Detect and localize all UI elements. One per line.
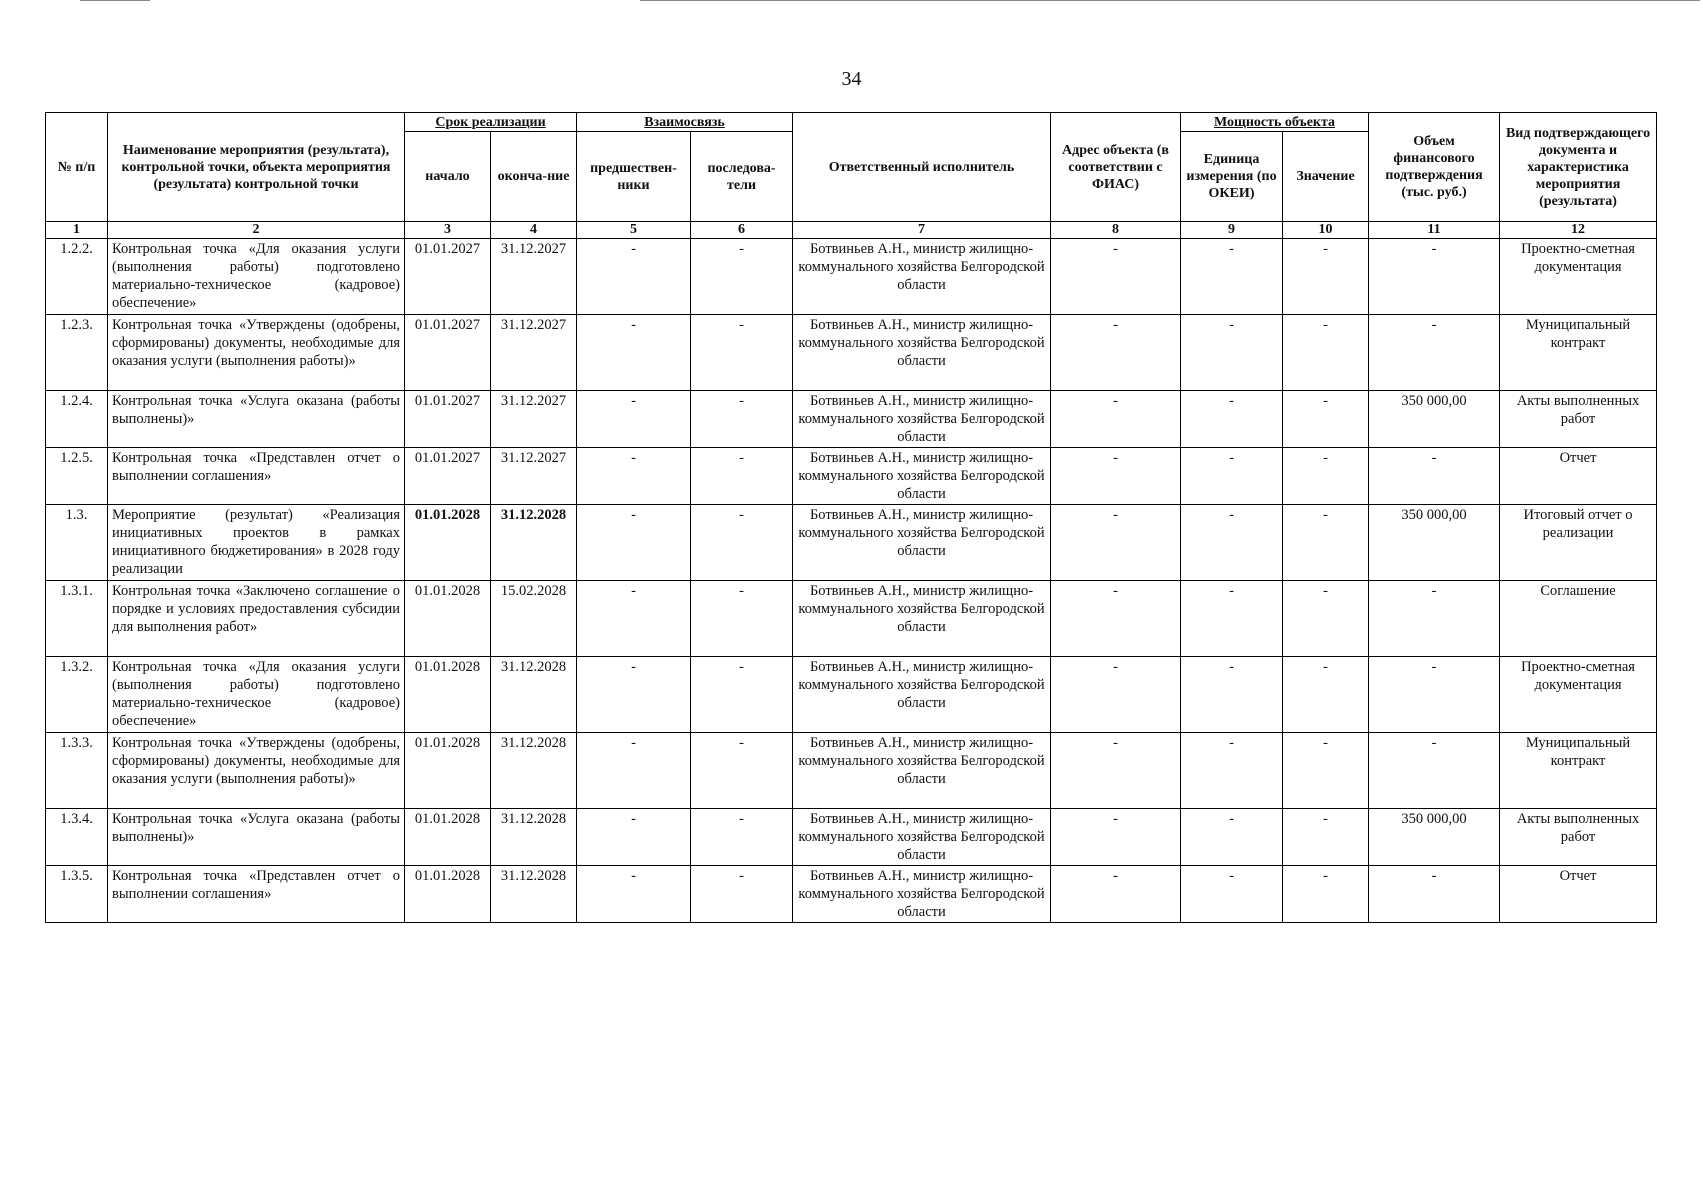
row-predecessors: -: [577, 239, 691, 315]
row-name: Контрольная точка «Представлен отчет о выполнении соглашения»: [108, 448, 405, 505]
row-volume: 350 000,00: [1369, 505, 1500, 581]
row-unit: -: [1181, 505, 1283, 581]
header-start: начало: [405, 132, 491, 222]
row-start: 01.01.2027: [405, 315, 491, 391]
row-unit: -: [1181, 733, 1283, 809]
row-end: 31.12.2028: [491, 733, 577, 809]
row-document: Муниципальный контракт: [1500, 315, 1657, 391]
header-link-group: Взаимосвязь: [577, 113, 793, 132]
row-volume: -: [1369, 581, 1500, 657]
header-value: Значение: [1283, 132, 1369, 222]
row-executor: Ботвиньев А.Н., министр жилищно-коммунального хозяйства Белгородской области: [793, 866, 1051, 923]
row-value: -: [1283, 239, 1369, 315]
row-executor: Ботвиньев А.Н., министр жилищно-коммунального хозяйства Белгородской области: [793, 239, 1051, 315]
row-executor: Ботвиньев А.Н., министр жилищно-коммунального хозяйства Белгородской области: [793, 581, 1051, 657]
row-successors: -: [691, 809, 793, 866]
row-name: Контрольная точка «Заключено соглашение о порядке и условиях предоставления субсидии для выполнения работ»: [108, 581, 405, 657]
row-value: -: [1283, 581, 1369, 657]
row-predecessors: -: [577, 315, 691, 391]
row-successors: -: [691, 866, 793, 923]
row-successors: -: [691, 239, 793, 315]
row-unit: -: [1181, 866, 1283, 923]
row-unit: -: [1181, 657, 1283, 733]
col-number: 5: [577, 222, 691, 239]
row-number: 1.2.4.: [46, 391, 108, 448]
row-address: -: [1051, 239, 1181, 315]
row-value: -: [1283, 733, 1369, 809]
scan-artifact-line: [640, 0, 1700, 1]
row-name: Контрольная точка «Услуга оказана (работы выполнены)»: [108, 391, 405, 448]
activities-table: [45, 112, 1657, 923]
col-number: 7: [793, 222, 1051, 239]
row-unit: -: [1181, 239, 1283, 315]
row-value: -: [1283, 866, 1369, 923]
row-name: Контрольная точка «Услуга оказана (работы выполнены)»: [108, 809, 405, 866]
row-unit: -: [1181, 448, 1283, 505]
row-number: 1.3.: [46, 505, 108, 581]
header-capacity-group: Мощность объекта: [1181, 113, 1369, 132]
table-row: [46, 866, 1657, 923]
row-document: Акты выполненных работ: [1500, 391, 1657, 448]
row-name: Контрольная точка «Для оказания услуги (выполнения работы) подготовлено материально-техническое (кадровое) обеспечение»: [108, 657, 405, 733]
row-address: -: [1051, 315, 1181, 391]
row-executor: Ботвиньев А.Н., министр жилищно-коммунального хозяйства Белгородской области: [793, 315, 1051, 391]
row-value: -: [1283, 448, 1369, 505]
row-end: 31.12.2027: [491, 391, 577, 448]
row-number: 1.3.1.: [46, 581, 108, 657]
table-row: [46, 448, 1657, 505]
header-successors: последова-тели: [691, 132, 793, 222]
row-value: -: [1283, 657, 1369, 733]
row-document: Муниципальный контракт: [1500, 733, 1657, 809]
row-executor: Ботвиньев А.Н., министр жилищно-коммунального хозяйства Белгородской области: [793, 657, 1051, 733]
table-row: [46, 581, 1657, 657]
row-name: Контрольная точка «Утверждены (одобрены, сформированы) документы, необходимые для оказания услуги (выполнения работы)»: [108, 315, 405, 391]
row-successors: -: [691, 505, 793, 581]
row-end: 15.02.2028: [491, 581, 577, 657]
row-end: 31.12.2027: [491, 315, 577, 391]
page-number: 34: [841, 68, 862, 90]
row-predecessors: -: [577, 809, 691, 866]
row-start: 01.01.2027: [405, 239, 491, 315]
row-start: 01.01.2028: [405, 866, 491, 923]
row-volume: 350 000,00: [1369, 391, 1500, 448]
row-predecessors: -: [577, 657, 691, 733]
column-number-row: [46, 222, 1657, 239]
header-term-group: Срок реализации: [405, 113, 577, 132]
row-successors: -: [691, 448, 793, 505]
row-address: -: [1051, 391, 1181, 448]
row-predecessors: -: [577, 581, 691, 657]
row-start: 01.01.2027: [405, 448, 491, 505]
table-header: [46, 113, 1657, 239]
row-start: 01.01.2028: [405, 581, 491, 657]
row-predecessors: -: [577, 505, 691, 581]
col-number: 12: [1500, 222, 1657, 239]
row-end: 31.12.2028: [491, 866, 577, 923]
table-row: [46, 733, 1657, 809]
row-start: 01.01.2028: [405, 657, 491, 733]
row-name: Контрольная точка «Представлен отчет о выполнении соглашения»: [108, 866, 405, 923]
row-document: Отчет: [1500, 866, 1657, 923]
col-number: 3: [405, 222, 491, 239]
row-executor: Ботвиньев А.Н., министр жилищно-коммунального хозяйства Белгородской области: [793, 809, 1051, 866]
row-successors: -: [691, 733, 793, 809]
row-start: 01.01.2028: [405, 505, 491, 581]
row-document: Отчет: [1500, 448, 1657, 505]
scan-artifact-line: [80, 0, 150, 1]
row-unit: -: [1181, 391, 1283, 448]
row-value: -: [1283, 809, 1369, 866]
row-address: -: [1051, 733, 1181, 809]
table-body: [46, 239, 1657, 923]
header-volume: Объем финансового подтверждения (тыс. руб.): [1369, 113, 1500, 222]
row-start: 01.01.2027: [405, 391, 491, 448]
table-row: [46, 239, 1657, 315]
row-end: 31.12.2028: [491, 505, 577, 581]
col-number: 4: [491, 222, 577, 239]
table-row: [46, 505, 1657, 581]
table-row: [46, 657, 1657, 733]
row-start: 01.01.2028: [405, 733, 491, 809]
header-document: Вид подтверждающего документа и характеристика мероприятия (результата): [1500, 113, 1657, 222]
row-number: 1.3.4.: [46, 809, 108, 866]
header-name: Наименование мероприятия (результата), контрольной точки, объекта мероприятия (результата) контрольной точки: [108, 113, 405, 222]
row-value: -: [1283, 315, 1369, 391]
row-number: 1.3.2.: [46, 657, 108, 733]
row-volume: -: [1369, 239, 1500, 315]
row-number: 1.3.3.: [46, 733, 108, 809]
table-row: [46, 391, 1657, 448]
header-unit: Единица измерения (по ОКЕИ): [1181, 132, 1283, 222]
row-address: -: [1051, 866, 1181, 923]
col-number: 9: [1181, 222, 1283, 239]
row-document: Итоговый отчет о реализации: [1500, 505, 1657, 581]
row-document: Проектно-сметная документация: [1500, 657, 1657, 733]
table-row: [46, 809, 1657, 866]
row-volume: -: [1369, 657, 1500, 733]
row-number: 1.2.3.: [46, 315, 108, 391]
row-executor: Ботвиньев А.Н., министр жилищно-коммунального хозяйства Белгородской области: [793, 505, 1051, 581]
row-number: 1.3.5.: [46, 866, 108, 923]
row-address: -: [1051, 505, 1181, 581]
row-volume: -: [1369, 733, 1500, 809]
row-address: -: [1051, 657, 1181, 733]
row-name: Контрольная точка «Для оказания услуги (выполнения работы) подготовлено материально-техническое (кадровое) обеспечение»: [108, 239, 405, 315]
row-predecessors: -: [577, 448, 691, 505]
row-document: Акты выполненных работ: [1500, 809, 1657, 866]
header-address: Адрес объекта (в соответствии с ФИАС): [1051, 113, 1181, 222]
row-predecessors: -: [577, 866, 691, 923]
row-executor: Ботвиньев А.Н., министр жилищно-коммунального хозяйства Белгородской области: [793, 391, 1051, 448]
table-row: [46, 315, 1657, 391]
row-predecessors: -: [577, 391, 691, 448]
row-unit: -: [1181, 315, 1283, 391]
row-name: Мероприятие (результат) «Реализация инициативных проектов в рамках инициативного бюджетирования» в 2028 году реализации: [108, 505, 405, 581]
col-number: 10: [1283, 222, 1369, 239]
row-executor: Ботвиньев А.Н., министр жилищно-коммунального хозяйства Белгородской области: [793, 733, 1051, 809]
header-end: оконча-ние: [491, 132, 577, 222]
col-number: 11: [1369, 222, 1500, 239]
row-predecessors: -: [577, 733, 691, 809]
row-successors: -: [691, 391, 793, 448]
header-no: № п/п: [46, 113, 108, 222]
row-document: Соглашение: [1500, 581, 1657, 657]
row-executor: Ботвиньев А.Н., министр жилищно-коммунального хозяйства Белгородской области: [793, 448, 1051, 505]
row-volume: 350 000,00: [1369, 809, 1500, 866]
col-number: 1: [46, 222, 108, 239]
col-number: 2: [108, 222, 405, 239]
row-address: -: [1051, 448, 1181, 505]
col-number: 8: [1051, 222, 1181, 239]
row-unit: -: [1181, 581, 1283, 657]
row-successors: -: [691, 315, 793, 391]
row-volume: -: [1369, 866, 1500, 923]
row-document: Проектно-сметная документация: [1500, 239, 1657, 315]
row-successors: -: [691, 657, 793, 733]
row-address: -: [1051, 581, 1181, 657]
row-address: -: [1051, 809, 1181, 866]
row-end: 31.12.2028: [491, 809, 577, 866]
row-volume: -: [1369, 448, 1500, 505]
row-value: -: [1283, 391, 1369, 448]
header-executor: Ответственный исполнитель: [793, 113, 1051, 222]
row-number: 1.2.5.: [46, 448, 108, 505]
row-number: 1.2.2.: [46, 239, 108, 315]
row-start: 01.01.2028: [405, 809, 491, 866]
row-value: -: [1283, 505, 1369, 581]
row-successors: -: [691, 581, 793, 657]
col-number: 6: [691, 222, 793, 239]
row-end: 31.12.2027: [491, 239, 577, 315]
row-end: 31.12.2027: [491, 448, 577, 505]
row-name: Контрольная точка «Утверждены (одобрены, сформированы) документы, необходимые для оказания услуги (выполнения работы)»: [108, 733, 405, 809]
row-volume: -: [1369, 315, 1500, 391]
header-predecessors: предшествен-ники: [577, 132, 691, 222]
row-end: 31.12.2028: [491, 657, 577, 733]
row-unit: -: [1181, 809, 1283, 866]
